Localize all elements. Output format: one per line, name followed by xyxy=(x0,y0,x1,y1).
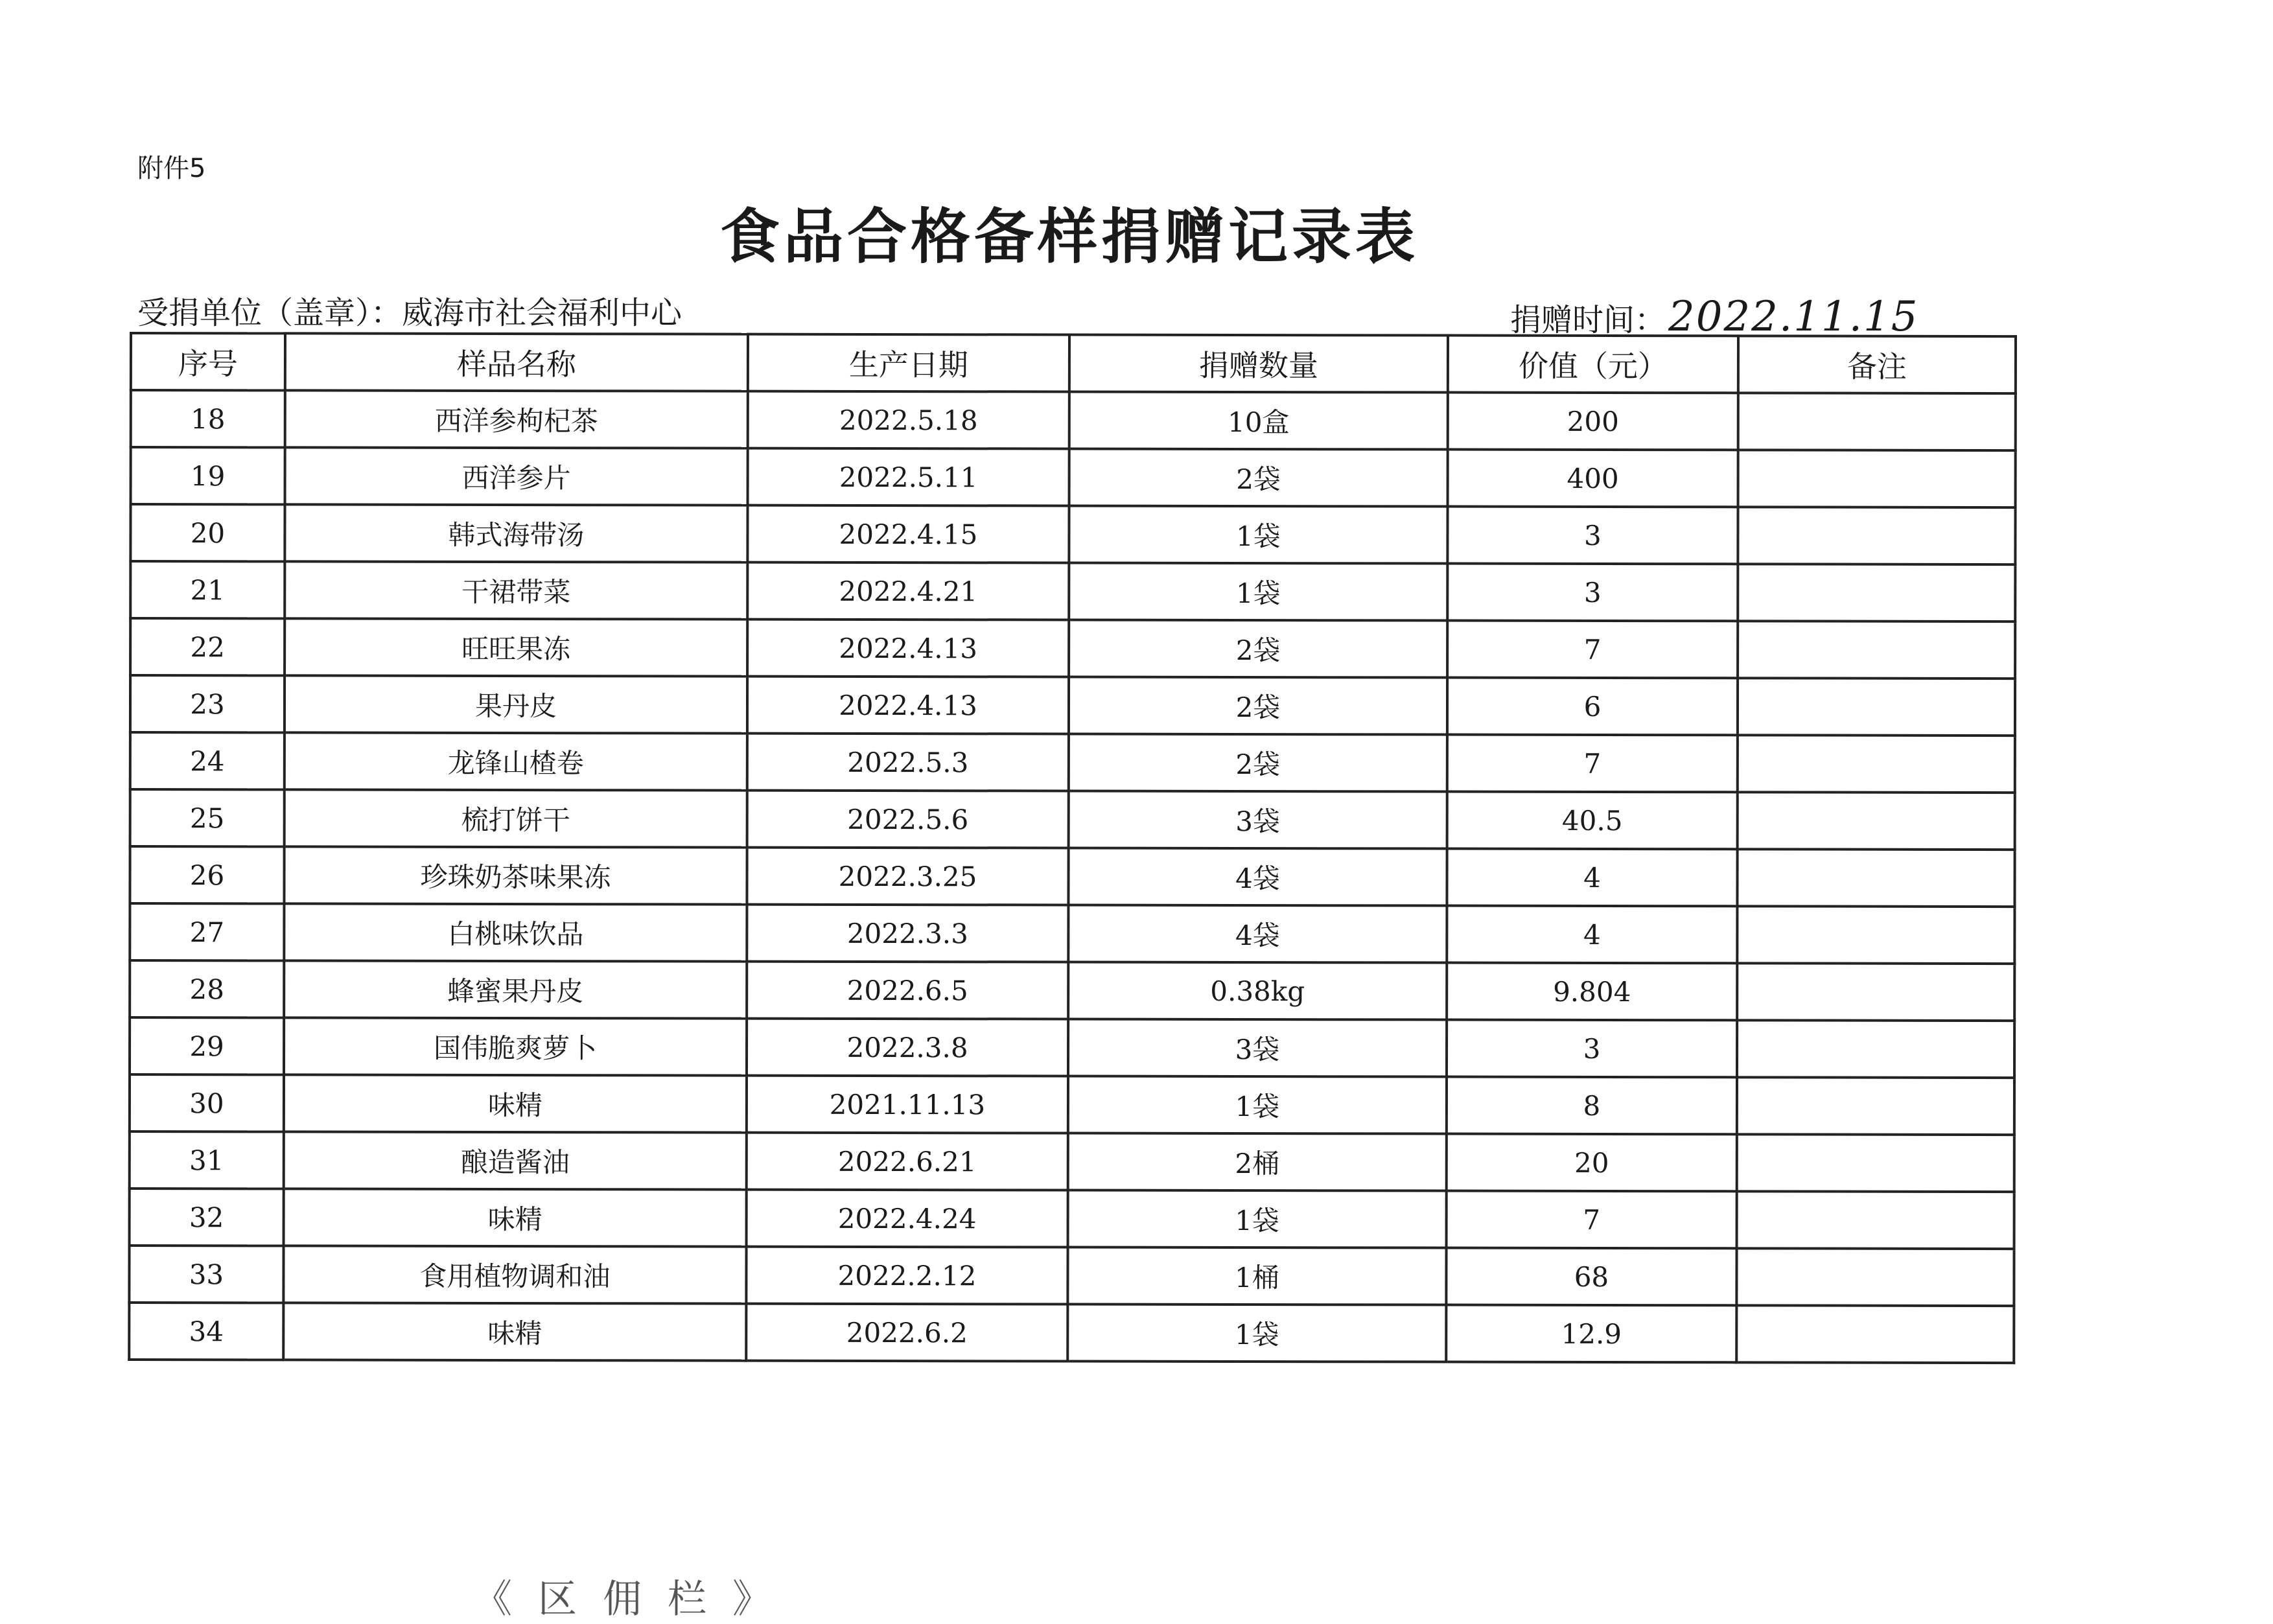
cell-value: 200 xyxy=(1448,393,1738,450)
cell-note xyxy=(1738,393,2016,450)
cell-date: 2021.11.13 xyxy=(747,1076,1068,1133)
cell-date: 2022.5.18 xyxy=(748,391,1069,449)
cell-date: 2022.4.24 xyxy=(747,1190,1068,1247)
table-row xyxy=(130,846,2014,907)
table-row xyxy=(129,1246,2014,1306)
cell-value: 40.5 xyxy=(1447,792,1738,850)
cell-note xyxy=(1736,1305,2014,1363)
cell-date: 2022.2.12 xyxy=(746,1247,1067,1305)
cell-qty: 4袋 xyxy=(1068,905,1447,963)
cell-value: 400 xyxy=(1448,450,1738,507)
recipient-unit: 受捐单位（盖章）：威海市社会福利中心 xyxy=(137,295,682,331)
table-row xyxy=(130,561,2015,621)
donation-time-label: 捐赠时间： xyxy=(1510,302,1666,338)
cell-note xyxy=(1737,1020,2014,1078)
cell-seq: 25 xyxy=(130,789,285,846)
cell-name: 味精 xyxy=(284,1074,747,1132)
cell-name: 西洋参枸杞茶 xyxy=(285,390,748,448)
cell-value: 4 xyxy=(1447,849,1737,907)
cell-seq: 19 xyxy=(131,447,285,504)
cell-qty: 1袋 xyxy=(1067,1305,1446,1362)
cell-date: 2022.4.15 xyxy=(747,505,1069,563)
cell-date: 2022.3.25 xyxy=(747,848,1068,905)
cell-seq: 29 xyxy=(130,1017,284,1074)
cell-value: 6 xyxy=(1447,678,1738,736)
cell-note xyxy=(1736,1248,2014,1306)
cell-seq: 23 xyxy=(130,675,285,732)
table-row xyxy=(131,390,2016,450)
cell-note xyxy=(1737,963,2014,1021)
table-row xyxy=(130,732,2015,793)
cell-note xyxy=(1737,849,2014,907)
cell-date: 2022.5.11 xyxy=(748,448,1069,506)
cell-value: 7 xyxy=(1447,735,1738,793)
cell-seq: 26 xyxy=(130,846,284,903)
cell-note xyxy=(1738,735,2015,793)
cell-date: 2022.5.3 xyxy=(747,734,1069,791)
cell-name: 韩式海带汤 xyxy=(285,504,747,562)
table-row xyxy=(131,447,2016,507)
cell-qty: 1袋 xyxy=(1068,1076,1447,1134)
cell-date: 2022.5.6 xyxy=(747,791,1069,848)
header-value: 价值（元） xyxy=(1448,336,1738,393)
cell-value: 3 xyxy=(1447,564,1738,621)
cell-name: 蜂蜜果丹皮 xyxy=(284,960,747,1018)
cell-seq: 22 xyxy=(130,618,285,675)
table-row xyxy=(130,675,2015,736)
cell-seq: 30 xyxy=(130,1074,284,1131)
table-row xyxy=(130,1074,2014,1135)
cell-value: 7 xyxy=(1447,621,1738,679)
cell-value: 12.9 xyxy=(1446,1305,1736,1363)
cell-name: 龙锋山楂卷 xyxy=(285,732,747,790)
cell-name: 味精 xyxy=(284,1189,747,1246)
cell-value: 20 xyxy=(1447,1134,1737,1192)
cell-name: 西洋参片 xyxy=(285,447,748,505)
cell-seq: 24 xyxy=(130,732,285,789)
cell-seq: 18 xyxy=(131,390,285,447)
cell-note xyxy=(1738,450,2016,507)
table-row xyxy=(130,618,2015,679)
cell-name: 旺旺果冻 xyxy=(285,618,747,676)
header-seq: 序号 xyxy=(131,333,285,390)
cell-note xyxy=(1738,792,2015,850)
table-row xyxy=(129,1303,2014,1363)
cell-qty: 2袋 xyxy=(1069,677,1447,735)
cell-value: 4 xyxy=(1447,906,1737,964)
attachment-label: 附件5 xyxy=(137,154,206,183)
cell-value: 68 xyxy=(1446,1248,1736,1306)
cell-note xyxy=(1738,678,2015,736)
cell-name: 酿造酱油 xyxy=(284,1131,747,1189)
cell-value: 3 xyxy=(1447,1020,1737,1078)
table-row xyxy=(130,1189,2014,1249)
cell-name: 果丹皮 xyxy=(285,675,747,733)
cell-value: 8 xyxy=(1447,1077,1737,1135)
table-row xyxy=(130,789,2015,850)
header-date: 生产日期 xyxy=(748,334,1069,392)
cell-qty: 3袋 xyxy=(1068,1019,1447,1077)
table-body xyxy=(129,390,2016,1363)
cell-seq: 20 xyxy=(130,504,285,561)
cell-date: 2022.3.3 xyxy=(747,905,1068,962)
cell-qty: 2桶 xyxy=(1068,1133,1447,1191)
cell-qty: 3袋 xyxy=(1069,791,1447,849)
cell-note xyxy=(1737,1134,2014,1192)
cell-date: 2022.4.13 xyxy=(747,677,1069,734)
cell-note xyxy=(1737,906,2014,964)
table-header-row xyxy=(131,333,2016,393)
cell-seq: 21 xyxy=(130,561,285,618)
cell-note xyxy=(1738,621,2015,679)
table-row xyxy=(130,903,2014,964)
cell-seq: 31 xyxy=(130,1131,284,1189)
cell-qty: 10盒 xyxy=(1069,392,1448,450)
cell-date: 2022.4.21 xyxy=(747,563,1069,620)
cell-value: 9.804 xyxy=(1447,963,1737,1021)
cell-name: 食用植物调和油 xyxy=(283,1246,746,1303)
cell-name: 珍珠奶茶味果冻 xyxy=(284,846,747,904)
page-title: 食品合格备样捐赠记录表 xyxy=(719,202,1419,272)
table-row xyxy=(130,960,2014,1021)
cell-name: 梳打饼干 xyxy=(285,789,747,847)
cell-date: 2022.6.5 xyxy=(747,962,1068,1019)
cell-name: 干裙带菜 xyxy=(285,561,747,619)
cell-seq: 28 xyxy=(130,960,284,1017)
cell-qty: 1袋 xyxy=(1069,506,1447,564)
cell-qty: 1袋 xyxy=(1069,563,1447,621)
cell-qty: 2袋 xyxy=(1069,449,1448,507)
cell-qty: 0.38kg xyxy=(1068,962,1447,1020)
cell-date: 2022.6.21 xyxy=(747,1133,1068,1190)
cell-note xyxy=(1737,1077,2014,1135)
cell-qty: 4袋 xyxy=(1068,848,1447,906)
cell-date: 2022.3.8 xyxy=(747,1019,1068,1076)
cell-name: 味精 xyxy=(283,1303,746,1360)
cell-date: 2022.6.2 xyxy=(746,1304,1067,1362)
cell-name: 白桃味饮品 xyxy=(284,903,747,961)
cell-seq: 32 xyxy=(130,1189,284,1246)
cell-qty: 2袋 xyxy=(1069,620,1447,678)
cell-date: 2022.4.13 xyxy=(747,620,1069,677)
table-row xyxy=(130,504,2015,564)
cell-value: 7 xyxy=(1447,1191,1737,1249)
bottom-stamp: 《区佣栏》 xyxy=(473,1577,797,1622)
cell-note xyxy=(1738,564,2015,621)
cell-qty: 2袋 xyxy=(1069,734,1447,792)
table-row xyxy=(130,1131,2014,1192)
cell-qty: 1桶 xyxy=(1067,1247,1446,1305)
cell-seq: 34 xyxy=(129,1303,283,1360)
cell-value: 3 xyxy=(1447,507,1738,564)
donation-time-handwritten: 2022.11.15 xyxy=(1668,293,1919,341)
cell-note xyxy=(1737,1191,2014,1249)
cell-seq: 33 xyxy=(129,1246,283,1303)
header-note: 备注 xyxy=(1738,336,2016,393)
cell-seq: 27 xyxy=(130,903,284,960)
cell-qty: 1袋 xyxy=(1068,1190,1447,1248)
cell-name: 国伟脆爽萝卜 xyxy=(284,1017,747,1075)
header-qty: 捐赠数量 xyxy=(1069,335,1448,393)
table-row xyxy=(130,1017,2014,1078)
cell-note xyxy=(1738,507,2015,564)
donation-record-table xyxy=(128,332,2017,1364)
header-name: 样品名称 xyxy=(285,333,748,391)
